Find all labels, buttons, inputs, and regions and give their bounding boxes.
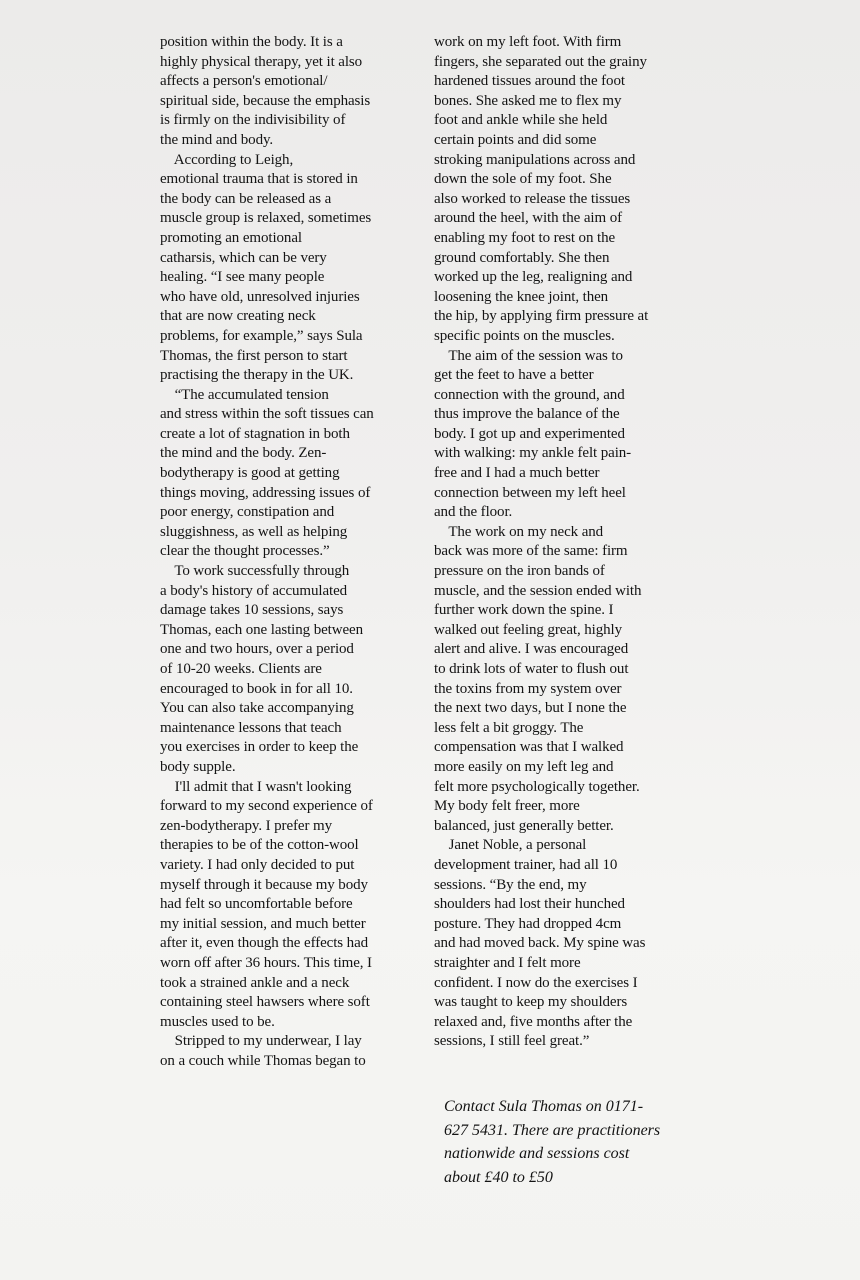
text-line: enabling my foot to rest on the [434,229,616,246]
text-line: create a lot of stagnation in both [160,425,350,442]
article-left-column [160,33,428,1071]
text-line: Contact Sula Thomas on 0171- [444,1098,644,1115]
text-line: fingers, she separated out the grainy [434,53,647,70]
text-line: therapies to be of the cotton-wool [160,837,359,854]
text-line: bodytherapy is good at getting [160,465,340,482]
text-line: the next two days, but I none the [434,700,627,717]
text-line: bones. She asked me to flex my [434,92,622,109]
text-line: less felt a bit groggy. The [434,719,584,736]
text-line: connection between my left heel [434,484,626,501]
text-line: Thomas, the first person to start [160,347,348,364]
text-line: My body felt freer, more [434,798,580,815]
text-line: get the feet to have a better [434,367,594,384]
text-line: the mind and body. [160,131,274,148]
text-line: 627 5431. There are practitioners [444,1121,661,1139]
text-line: variety. I had only decided to put [160,856,355,873]
text-line: “The accumulated tension [160,386,329,403]
text-line: the mind and the body. Zen- [160,445,327,462]
text-line: The aim of the session was to [434,347,623,364]
text-line: work on my left foot. With firm [434,34,622,50]
text-line: forward to my second experience of [160,798,373,815]
text-line: further work down the spine. I [434,602,614,619]
text-line: you exercises in order to keep the [160,739,359,756]
text-line: hardened tissues around the foot [434,73,625,90]
text-line: more easily on my left leg and [434,758,614,775]
text-line: my initial session, and much better [160,915,366,932]
text-line: zen-bodytherapy. I prefer my [160,817,332,834]
text-line: loosening the knee joint, then [434,288,609,305]
text-line: According to Leigh, [160,151,294,168]
text-line: the toxins from my system over [434,680,622,697]
text-line: body. I got up and experimented [434,425,625,442]
text-line: position within the body. It is a [160,34,343,50]
text-line: promoting an emotional [160,229,302,246]
text-line: after it, even though the effects had [160,935,369,952]
text-line: thus improve the balance of the [434,406,620,423]
text-line: pressure on the iron bands of [434,563,605,580]
text-line: muscles used to be. [160,1013,275,1030]
text-line: problems, for example,” says Sula [160,327,363,344]
text-line: spiritual side, because the emphasis [160,92,371,109]
text-line: Stripped to my underwear, I lay [160,1033,362,1050]
text-line: the hip, by applying firm pressure at [434,308,649,325]
text-line: worked up the leg, realigning and [434,269,633,286]
text-line: about £40 to £50 [444,1168,553,1186]
text-line: Thomas, each one lasting between [160,621,363,638]
article-right-column [434,33,704,1052]
text-line: around the heel, with the aim of [434,210,622,227]
text-line: poor energy, constipation and [160,504,335,521]
text-line: compensation was that I walked [434,739,624,756]
text-line: a body's history of accumulated [160,582,348,599]
text-line: who have old, unresolved injuries [160,288,360,305]
text-line: ground comfortably. She then [434,249,610,266]
text-line: clear the thought processes.” [160,543,330,560]
text-line: emotional trauma that is stored in [160,171,358,188]
text-line: things moving, addressing issues of [160,484,371,501]
text-line: worn off after 36 hours. This time, I [160,954,372,971]
text-line: was taught to keep my shoulders [434,994,628,1011]
text-line: myself through it because my body [160,876,368,893]
text-line: development trainer, had all 10 [434,856,618,873]
text-line: certain points and did some [434,131,597,148]
text-line: with walking: my ankle felt pain- [434,445,632,462]
text-line: straighter and I felt more [434,954,581,971]
text-line: The work on my neck and [434,523,604,540]
text-line: relaxed and, five months after the [434,1013,633,1030]
text-line: posture. They had dropped 4cm [434,915,622,932]
text-line: one and two hours, over a period [160,641,354,658]
text-line: alert and alive. I was encouraged [434,641,629,658]
text-line: foot and ankle while she held [434,112,608,129]
text-line: sessions, I still feel great.” [434,1033,590,1050]
text-line: to drink lots of water to flush out [434,661,629,677]
text-line: the body can be released as a [160,190,332,207]
text-line: highly physical therapy, yet it also [160,53,363,70]
text-line: balanced, just generally better. [434,817,614,834]
text-line: I'll admit that I wasn't looking [160,778,352,795]
text-line: encouraged to book in for all 10. [160,680,353,697]
text-line: body supple. [160,758,236,775]
text-line: that are now creating neck [160,308,316,325]
text-line: confident. I now do the exercises I [434,974,638,991]
text-line: sluggishness, as well as helping [160,523,348,540]
text-line: is firmly on the indivisibility of [160,112,346,129]
text-line: and stress within the soft tissues can [160,406,374,423]
text-line: felt more psychologically together. [434,778,640,795]
text-line: specific points on the muscles. [434,327,615,344]
text-line: on a couch while Thomas began to [160,1052,366,1069]
text-line: muscle group is relaxed, sometimes [160,210,372,227]
text-line: You can also take accompanying [160,700,354,717]
text-line: damage takes 10 sessions, says [160,602,344,619]
text-line: shoulders had lost their hunched [434,896,625,913]
text-line: stroking manipulations across and [434,151,636,168]
text-line: catharsis, which can be very [160,249,327,266]
text-line: containing steel hawsers where soft [160,994,370,1011]
text-line: took a strained ankle and a neck [160,974,350,991]
text-line: also worked to release the tissues [434,190,631,207]
text-line: walked out feeling great, highly [434,621,622,638]
text-line: maintenance lessons that teach [160,719,342,736]
text-line: connection with the ground, and [434,386,625,403]
text-line: and the floor. [434,504,513,521]
text-line: back was more of the same: firm [434,543,628,560]
text-line: free and I had a much better [434,465,600,482]
text-line: had felt so uncomfortable before [160,896,353,913]
text-line: healing. “I see many people [160,269,325,286]
text-line: affects a person's emotional/ [160,73,328,90]
text-line: muscle, and the session ended with [434,582,642,599]
text-line: of 10-20 weeks. Clients are [160,661,322,677]
text-line: To work successfully through [160,563,350,580]
text-line: sessions. “By the end, my [434,876,587,893]
text-line: practising the therapy in the UK. [160,367,354,384]
text-line: Janet Noble, a personal [434,837,587,854]
contact-note [444,1095,734,1189]
text-line: down the sole of my foot. She [434,171,612,188]
text-line: nationwide and sessions cost [444,1145,630,1162]
text-line: and had moved back. My spine was [434,935,646,952]
